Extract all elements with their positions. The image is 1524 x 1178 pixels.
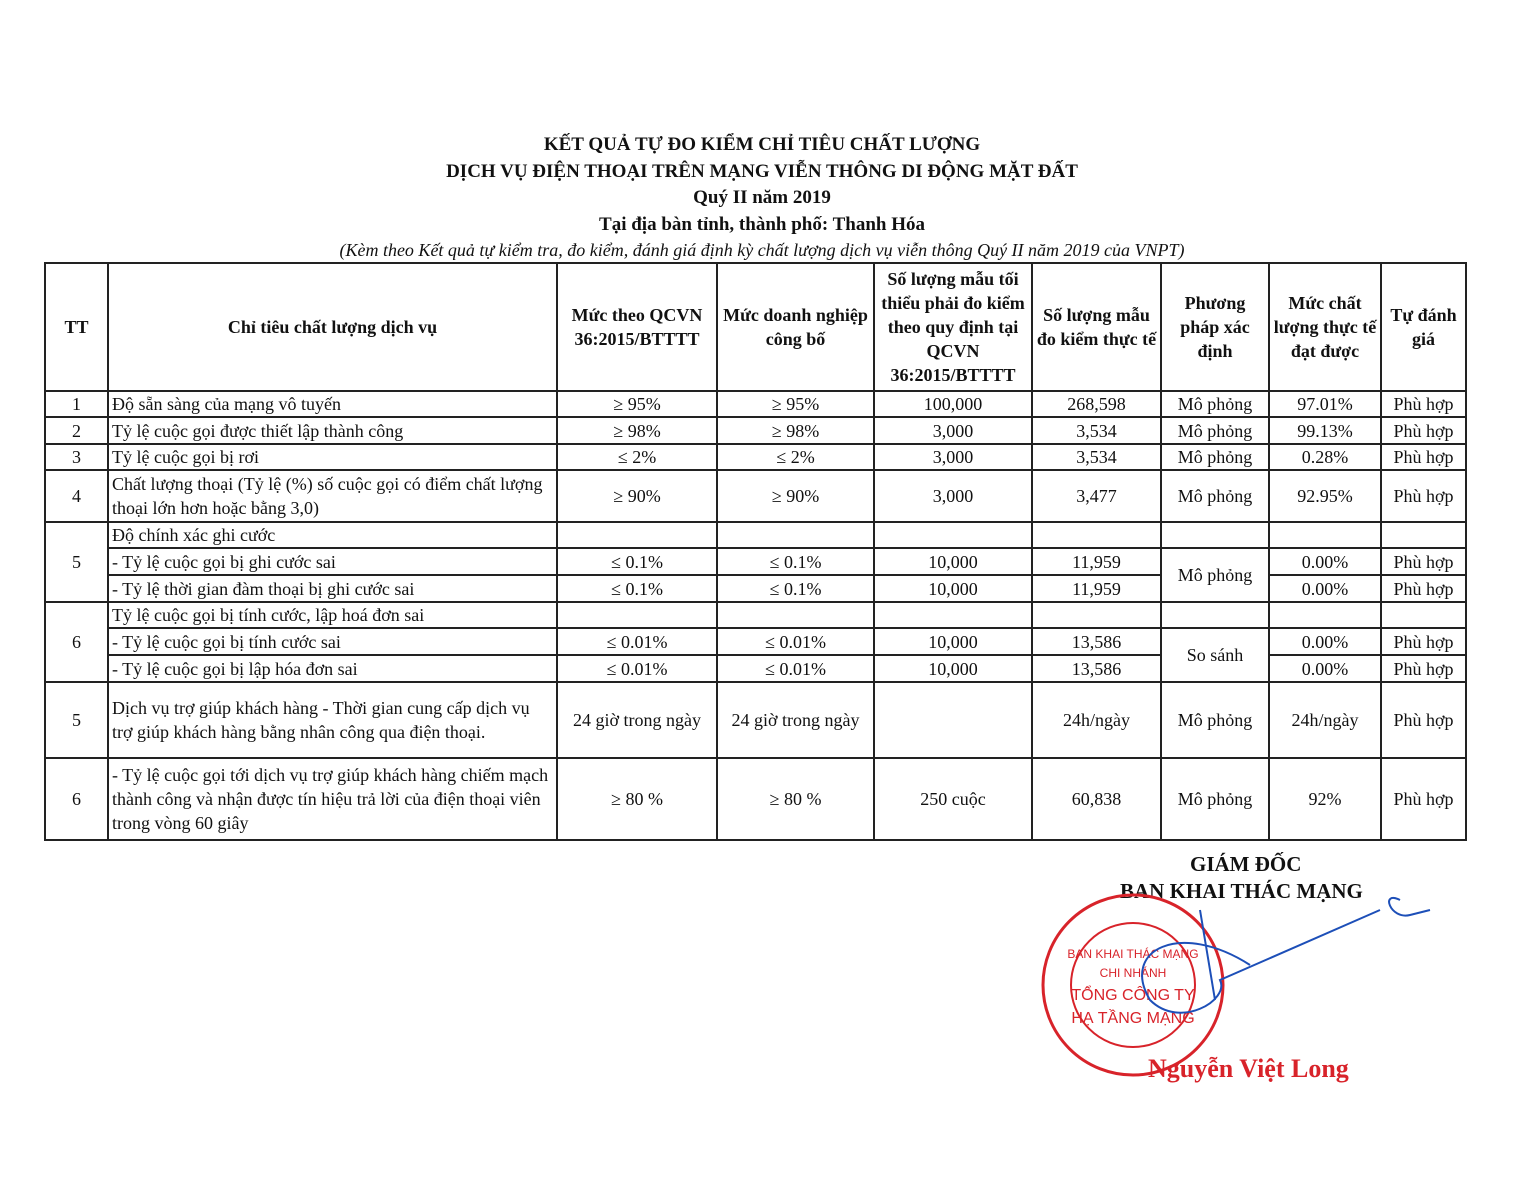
svg-text:BAN KHAI THÁC MẠNG: BAN KHAI THÁC MẠNG — [1067, 947, 1199, 961]
col-header: Phương pháp xác định — [1161, 263, 1269, 391]
table-row — [45, 682, 1466, 758]
col-header: TT — [45, 263, 108, 391]
table-cell — [1269, 522, 1381, 548]
table-cell: Mô phỏng — [1161, 417, 1269, 444]
doc-title-line2: DỊCH VỤ ĐIỆN THOẠI TRÊN MẠNG VIỄN THÔNG DI ĐỘNG MẶT ĐẤT — [446, 161, 1078, 182]
table-cell: ≤ 2% — [557, 444, 717, 470]
table-cell: 3,000 — [874, 417, 1032, 444]
table-cell: Phù hợp — [1381, 417, 1466, 444]
method-cell: Mô phỏng — [1161, 548, 1269, 602]
table-cell: ≤ 0.01% — [557, 628, 717, 655]
table-row-group-header — [45, 522, 1466, 548]
table-cell — [717, 602, 874, 628]
table-cell: ≤ 0.1% — [557, 575, 717, 602]
indicator-name: - Tỷ lệ cuộc gọi bị tính cước sai — [108, 628, 557, 655]
indicator-name: - Tỷ lệ thời gian đàm thoại bị ghi cước sai — [108, 575, 557, 602]
table-cell: ≥ 95% — [557, 391, 717, 417]
table-cell: ≤ 0.1% — [557, 548, 717, 575]
table-cell — [717, 522, 874, 548]
table-cell: Mô phỏng — [1161, 682, 1269, 758]
table-cell: ≥ 98% — [717, 417, 874, 444]
table-cell: ≤ 0.01% — [717, 628, 874, 655]
doc-location: Tại địa bàn tỉnh, thành phố: Thanh Hóa — [599, 214, 925, 235]
table-cell: Mô phỏng — [1161, 758, 1269, 840]
col-header: Số lượng mẫu đo kiểm thực tế — [1032, 263, 1161, 391]
signer-title: GIÁM ĐỐC — [1190, 852, 1302, 876]
table-cell: Phù hợp — [1381, 444, 1466, 470]
table-cell: 24 giờ trong ngày — [557, 682, 717, 758]
table-cell: ≥ 90% — [717, 470, 874, 522]
indicator-name: - Tỷ lệ cuộc gọi tới dịch vụ trợ giúp khách hàng chiếm mạch thành công và nhận được tín hiệu trả lời của điện thoại viên trong vòng 60 giây — [108, 758, 557, 840]
table-cell: 99.13% — [1269, 417, 1381, 444]
table-cell — [557, 522, 717, 548]
svg-text:CHI NHÁNH: CHI NHÁNH — [1099, 966, 1167, 980]
row-number: 6 — [45, 602, 108, 682]
table-cell — [1269, 602, 1381, 628]
table-row — [45, 470, 1466, 522]
method-cell: So sánh — [1161, 628, 1269, 682]
table-row — [45, 391, 1466, 417]
svg-text:TỔNG CÔNG TY: TỔNG CÔNG TY — [1071, 987, 1195, 1004]
table-cell: Phù hợp — [1381, 682, 1466, 758]
table-cell: 10,000 — [874, 655, 1032, 682]
handwritten-signature — [1080, 880, 1460, 1080]
table-cell: 11,959 — [1032, 575, 1161, 602]
row-number: 3 — [45, 444, 108, 470]
table-cell: 0.00% — [1269, 575, 1381, 602]
table-cell: 100,000 — [874, 391, 1032, 417]
indicator-name: Dịch vụ trợ giúp khách hàng - Thời gian cung cấp dịch vụ trợ giúp khách hàng bằng nhân công qua điện thoại. — [108, 682, 557, 758]
table-cell: 250 cuộc — [874, 758, 1032, 840]
table-cell: Mô phỏng — [1161, 470, 1269, 522]
table-cell: 13,586 — [1032, 628, 1161, 655]
row-number: 4 — [45, 470, 108, 522]
doc-note: (Kèm theo Kết quả tự kiểm tra, đo kiểm, đánh giá định kỳ chất lượng dịch vụ viễn thông Quý II năm 2019 của VNPT) — [339, 240, 1185, 260]
table-cell: 13,586 — [1032, 655, 1161, 682]
doc-title-line1: KẾT QUẢ TỰ ĐO KIỂM CHỈ TIÊU CHẤT LƯỢNG — [543, 134, 981, 155]
indicator-name: Tỷ lệ cuộc gọi được thiết lập thành công — [108, 417, 557, 444]
table-cell: 3,000 — [874, 470, 1032, 522]
table-cell: Phù hợp — [1381, 548, 1466, 575]
table-cell: 3,477 — [1032, 470, 1161, 522]
col-header: Chỉ tiêu chất lượng dịch vụ — [108, 263, 557, 391]
table-cell: ≥ 95% — [717, 391, 874, 417]
row-number: 1 — [45, 391, 108, 417]
table-cell: ≥ 80 % — [717, 758, 874, 840]
table-cell: ≥ 98% — [557, 417, 717, 444]
col-header: Mức doanh nghiệp công bố — [717, 263, 874, 391]
table-cell — [874, 522, 1032, 548]
table-cell: 3,534 — [1032, 417, 1161, 444]
table-cell: Phù hợp — [1381, 575, 1466, 602]
table-cell: 0.28% — [1269, 444, 1381, 470]
table-row-group-header — [45, 602, 1466, 628]
table-row — [45, 417, 1466, 444]
table-cell: 0.00% — [1269, 655, 1381, 682]
table-row-sub — [45, 548, 1466, 575]
table-cell: 24h/ngày — [1269, 682, 1381, 758]
table-cell: ≥ 90% — [557, 470, 717, 522]
doc-period: Quý II năm 2019 — [693, 187, 831, 208]
table-cell: 0.00% — [1269, 628, 1381, 655]
table-cell: 0.00% — [1269, 548, 1381, 575]
table-cell: 24h/ngày — [1032, 682, 1161, 758]
table-cell — [874, 682, 1032, 758]
table-cell: ≤ 0.1% — [717, 548, 874, 575]
table-cell: 3,534 — [1032, 444, 1161, 470]
col-header: Mức chất lượng thực tế đạt được — [1269, 263, 1381, 391]
table-cell: 97.01% — [1269, 391, 1381, 417]
indicator-name: Độ chính xác ghi cước — [108, 522, 557, 548]
indicator-name: Tỷ lệ cuộc gọi bị tính cước, lập hoá đơn sai — [108, 602, 557, 628]
table-cell — [874, 602, 1032, 628]
row-number: 6 — [45, 758, 108, 840]
col-header: Tự đánh giá — [1381, 263, 1466, 391]
table-cell — [1032, 522, 1161, 548]
table-cell — [1381, 602, 1466, 628]
indicator-name: - Tỷ lệ cuộc gọi bị ghi cước sai — [108, 548, 557, 575]
table-cell: ≤ 0.01% — [557, 655, 717, 682]
table-cell: ≥ 80 % — [557, 758, 717, 840]
row-number: 2 — [45, 417, 108, 444]
table-cell: Mô phỏng — [1161, 444, 1269, 470]
table-cell: Phù hợp — [1381, 655, 1466, 682]
table-cell — [1161, 522, 1269, 548]
indicator-name: Chất lượng thoại (Tỷ lệ (%) số cuộc gọi có điểm chất lượng thoại lớn hơn hoặc bằng 3,0) — [108, 470, 557, 522]
table-row — [45, 444, 1466, 470]
indicator-name: - Tỷ lệ cuộc gọi bị lập hóa đơn sai — [108, 655, 557, 682]
col-header: Số lượng mẫu tối thiểu phải đo kiểm theo quy định tại QCVN 36:2015/BTTTT — [874, 263, 1032, 391]
col-header: Mức theo QCVN 36:2015/BTTTT — [557, 263, 717, 391]
table-cell: 10,000 — [874, 548, 1032, 575]
indicator-name: Tỷ lệ cuộc gọi bị rơi — [108, 444, 557, 470]
signer-department: BAN KHAI THÁC MẠNG — [1120, 879, 1363, 903]
indicator-name: Độ sẵn sàng của mạng vô tuyến — [108, 391, 557, 417]
table-cell: ≤ 0.1% — [717, 575, 874, 602]
table-cell: 92.95% — [1269, 470, 1381, 522]
table-cell: Phù hợp — [1381, 628, 1466, 655]
quality-table — [44, 262, 1467, 841]
table-row — [45, 758, 1466, 840]
table-cell: 268,598 — [1032, 391, 1161, 417]
table-cell: 10,000 — [874, 628, 1032, 655]
table-cell: Mô phỏng — [1161, 391, 1269, 417]
table-cell: Phù hợp — [1381, 391, 1466, 417]
table-header-row — [45, 263, 1466, 391]
table-cell: ≤ 2% — [717, 444, 874, 470]
table-cell: 10,000 — [874, 575, 1032, 602]
table-cell: ≤ 0.01% — [717, 655, 874, 682]
table-cell — [1161, 602, 1269, 628]
table-cell: 24 giờ trong ngày — [717, 682, 874, 758]
table-row-sub — [45, 628, 1466, 655]
svg-text:HẠ TẦNG MẠNG: HẠ TẦNG MẠNG — [1071, 1010, 1195, 1027]
table-cell — [1381, 522, 1466, 548]
table-cell — [1032, 602, 1161, 628]
signer-name: Nguyễn Việt Long — [1148, 1054, 1349, 1083]
table-cell: 92% — [1269, 758, 1381, 840]
table-cell: 3,000 — [874, 444, 1032, 470]
table-cell: Phù hợp — [1381, 470, 1466, 522]
row-number: 5 — [45, 522, 108, 602]
row-number: 5 — [45, 682, 108, 758]
table-cell: 11,959 — [1032, 548, 1161, 575]
table-cell: Phù hợp — [1381, 758, 1466, 840]
table-cell: 60,838 — [1032, 758, 1161, 840]
table-cell — [557, 602, 717, 628]
